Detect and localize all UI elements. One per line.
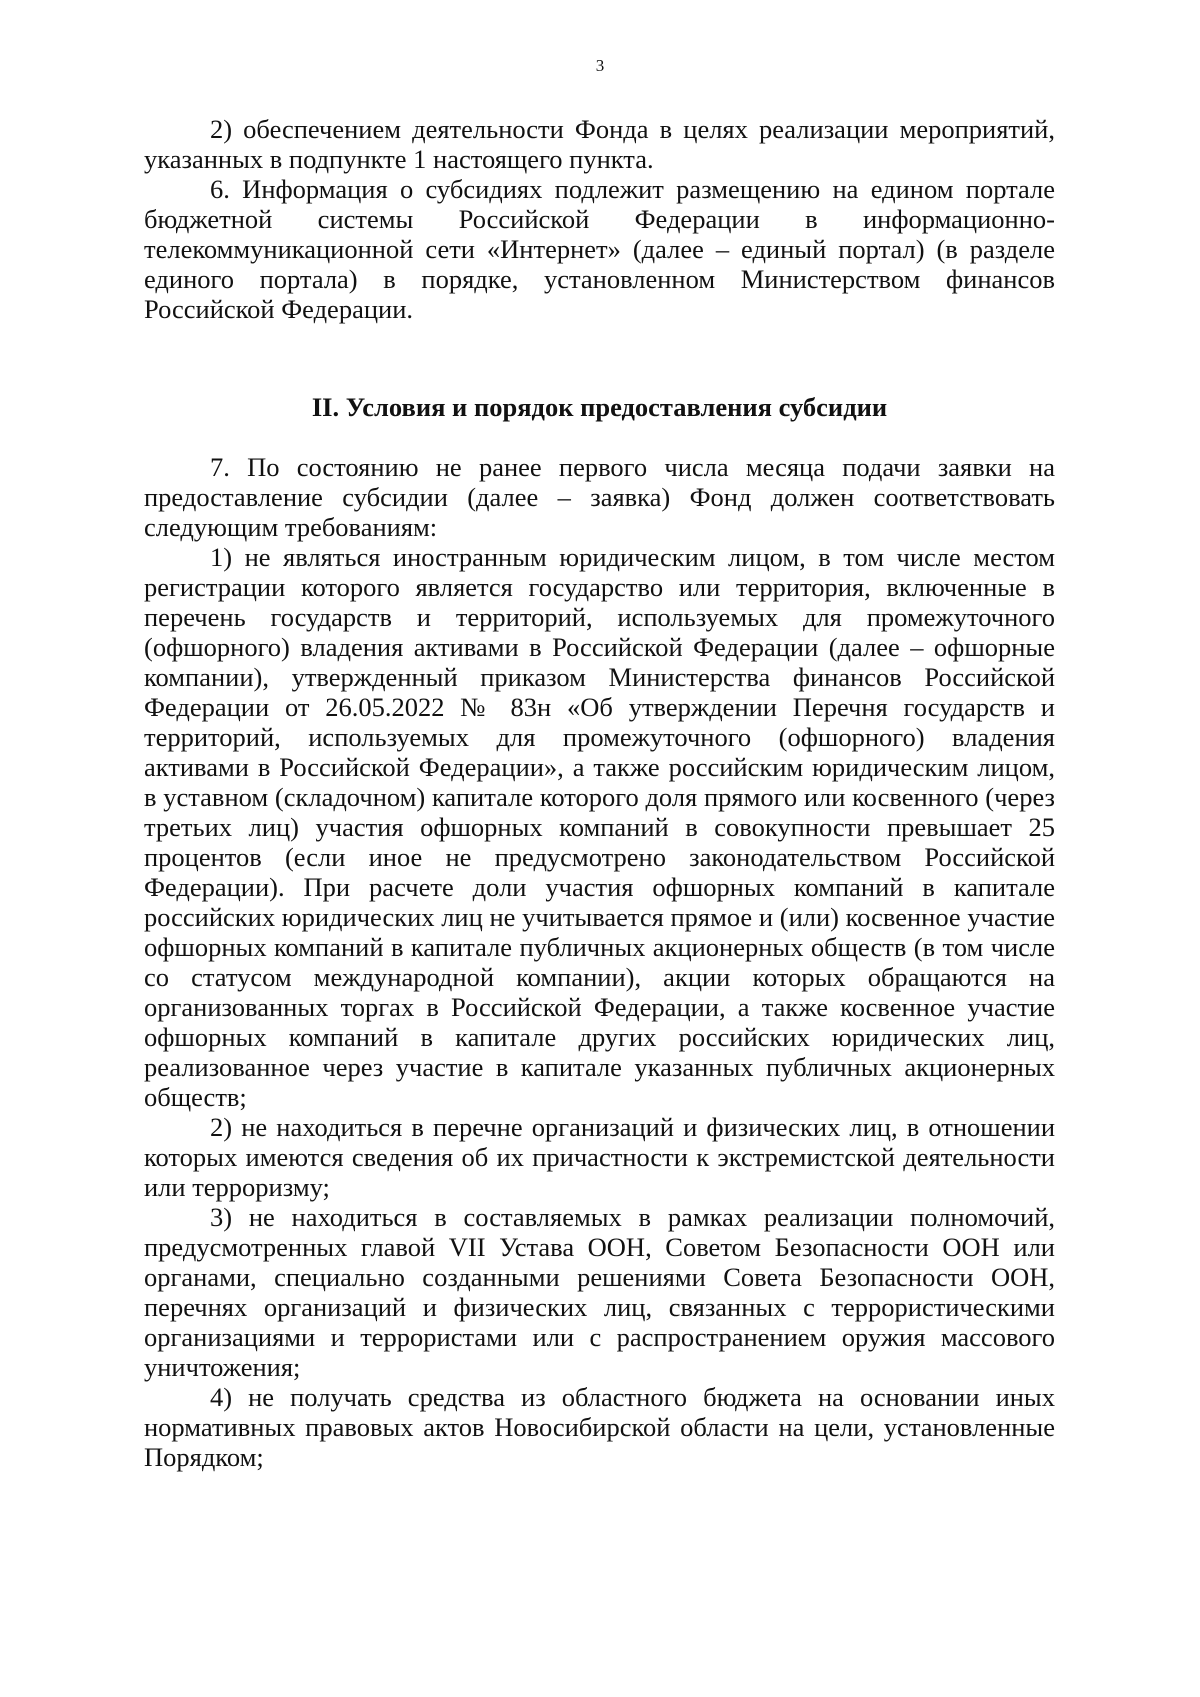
paragraph-requirement-4-regional-budget: 4) не получать средства из областного бюджета на основании иных нормативных правовых актов Новосибирской области на цели, установленные Порядком; bbox=[144, 1382, 1055, 1472]
page-number: 3 bbox=[595, 56, 605, 75]
paragraph-requirement-3-un-lists: 3) не находиться в составляемых в рамках реализации полномочий, предусмотренных главой VII Устава ООН, Советом Безопасности ООН или органами, специально созданными решениями Совета Безопасности ООН, перечнях организаций и физических лиц, связанных с террористическими организациями и террористами или с распространением оружия массового уничтожения; bbox=[144, 1202, 1055, 1382]
document-body bbox=[144, 114, 1055, 1472]
paragraph-requirement-2-extremism: 2) не находиться в перечне организаций и физических лиц, в отношении которых имеются сведения об их причастности к экстремистской деятельности или терроризму; bbox=[144, 1112, 1055, 1202]
paragraph-subitem-2-fund-activity: 2) обеспечением деятельности Фонда в целях реализации мероприятий, указанных в подпункте 1 настоящего пункта. bbox=[144, 114, 1055, 174]
paragraph-requirement-1-offshore: 1) не являться иностранным юридическим лицом, в том числе местом регистрации которого является государство или территория, включенные в перечень государств и территорий, используемых для промежуточного (офшорного) владения активами в Российской Федерации (далее – офшорные компании), утвержденный приказом Министерства финансов Российской Федерации от 26.05.2022 № 83н «Об утверждении Перечня государств и территорий, используемых для промежуточного (офшорного) владения активами в Российской Федерации», а также российским юридическим лицом, в уставном (складочном) капитале которого доля прямого или косвенного (через третьих лиц) участия офшорных компаний в совокупности превышает 25 процентов (если иное не предусмотрено законодательством Российской Федерации). При расчете доли участия офшорных компаний в капитале российских юридических лиц не учитывается прямое и (или) косвенное участие офшорных компаний в капитале публичных акционерных обществ (в том числе со статусом международной компании), акции которых обращаются на организованных торгах в Российской Федерации, а также косвенное участие офшорных компаний в капитале других российских юридических лиц, реализованное через участие в капитале указанных публичных акционерных обществ; bbox=[144, 542, 1055, 1112]
paragraph-item-7-requirements: 7. По состоянию не ранее первого числа месяца подачи заявки на предоставление субсидии (далее – заявка) Фонд должен соответствовать следующим требованиям: bbox=[144, 452, 1055, 542]
section-heading: II. Условия и порядок предоставления субсидии bbox=[311, 392, 888, 422]
paragraph-item-6-subsidy-info: 6. Информация о субсидиях подлежит размещению на едином портале бюджетной системы Российской Федерации в информационно-телекоммуникационной сети «Интернет» (далее – единый портал) (в разделе единого портала) в порядке, установленном Министерством финансов Российской Федерации. bbox=[144, 174, 1055, 324]
